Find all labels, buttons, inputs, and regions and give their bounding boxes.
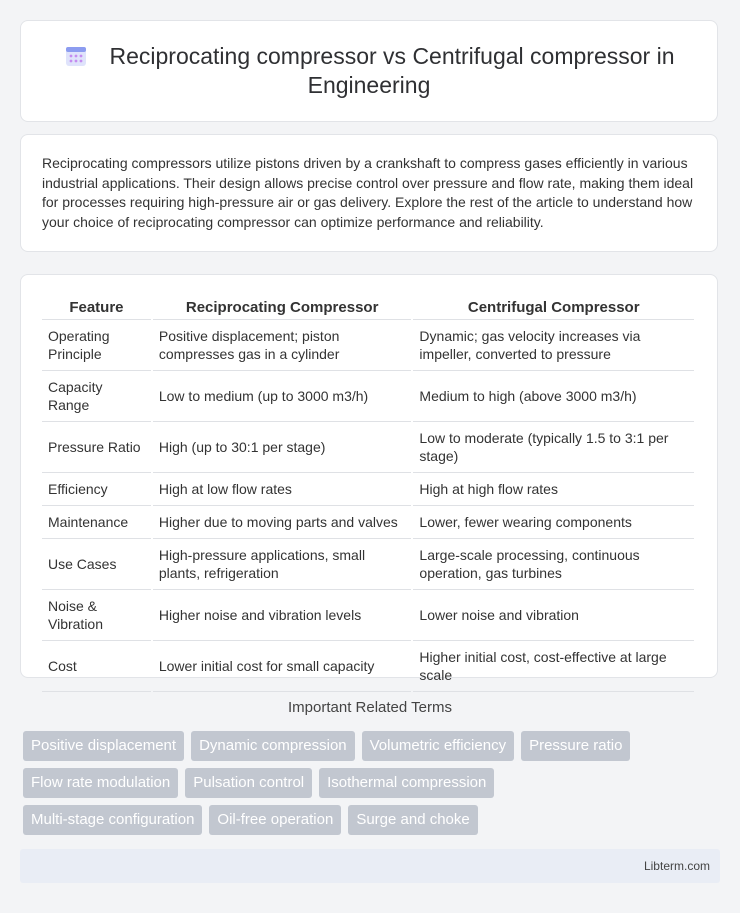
intro-text: Reciprocating compressors utilize pistons driven by a crankshaft to compress gases efficiently in various industrial applications. Their design allows precise control over pressure and flow rate, making them ideal for processes requiring high-pressure air or gas delivery. Explore the rest of the article to understand how your choice of reciprocating compressor can optimize performance and reliability. [42, 155, 694, 230]
table-cell: Capacity Range [42, 371, 151, 422]
comparison-table [40, 295, 696, 692]
calendar-icon [64, 44, 88, 68]
table-cell: Operating Principle [42, 320, 151, 371]
term-chip[interactable]: Pressure ratio [521, 731, 630, 761]
table-row [42, 371, 694, 422]
table-row [42, 422, 694, 473]
table-cell: High at high flow rates [413, 473, 694, 506]
title-card [20, 20, 718, 122]
table-cell: Higher due to moving parts and valves [153, 506, 412, 539]
table-cell: Pressure Ratio [42, 422, 151, 473]
table-cell: Lower initial cost for small capacity [153, 641, 412, 692]
term-chip[interactable]: Isothermal compression [319, 768, 494, 798]
table-row [42, 539, 694, 590]
footer-brand-link[interactable]: Libterm.com [643, 859, 710, 873]
table-cell: Positive displacement; piston compresses gas in a cylinder [153, 320, 412, 371]
table-cell: Noise & Vibration [42, 590, 151, 641]
term-chip[interactable]: Positive displacement [23, 731, 184, 761]
table-cell: High-pressure applications, small plants, refrigeration [153, 539, 412, 590]
table-cell: Dynamic; gas velocity increases via impeller, converted to pressure [413, 320, 694, 371]
page-title-wrap [49, 42, 689, 100]
page-title: Reciprocating compressor vs Centrifugal compressor in Engineering [109, 43, 675, 98]
table-cell: High at low flow rates [153, 473, 412, 506]
footer [20, 849, 720, 883]
term-chip[interactable]: Volumetric efficiency [362, 731, 514, 761]
term-chip[interactable]: Oil-free operation [209, 805, 341, 835]
table-cell: Higher noise and vibration levels [153, 590, 412, 641]
term-chip[interactable]: Flow rate modulation [23, 768, 178, 798]
term-chip[interactable]: Multi-stage configuration [23, 805, 202, 835]
table-row [42, 473, 694, 506]
term-row [23, 805, 723, 835]
column-header: Feature [42, 295, 151, 320]
table-cell: Lower noise and vibration [413, 590, 694, 641]
table-row [42, 641, 694, 692]
term-row [23, 768, 723, 798]
table-cell: High (up to 30:1 per stage) [153, 422, 412, 473]
table-row [42, 590, 694, 641]
table-cell: Large-scale processing, continuous operation, gas turbines [413, 539, 694, 590]
term-chip[interactable]: Pulsation control [185, 768, 312, 798]
term-chip[interactable]: Dynamic compression [191, 731, 355, 761]
table-cell: Use Cases [42, 539, 151, 590]
intro-card [20, 134, 718, 252]
comparison-table-card [20, 274, 718, 683]
table-cell: Medium to high (above 3000 m3/h) [413, 371, 694, 422]
column-header: Reciprocating Compressor [153, 295, 412, 320]
related-terms [23, 731, 723, 842]
table-cell: Cost [42, 641, 151, 692]
table-cell: Low to medium (up to 3000 m3/h) [153, 371, 412, 422]
table-cell: Lower, fewer wearing components [413, 506, 694, 539]
table-header-row [42, 295, 694, 320]
table-row [42, 320, 694, 371]
column-header: Centrifugal Compressor [413, 295, 694, 320]
table-cell: Higher initial cost, cost-effective at large scale [413, 641, 694, 692]
related-terms-heading: Important Related Terms [288, 699, 452, 716]
table-row [42, 506, 694, 539]
table-cell: Low to moderate (typically 1.5 to 3:1 per stage) [413, 422, 694, 473]
table-cell: Efficiency [42, 473, 151, 506]
term-chip[interactable]: Surge and choke [348, 805, 477, 835]
table-cell: Maintenance [42, 506, 151, 539]
term-row [23, 731, 723, 761]
